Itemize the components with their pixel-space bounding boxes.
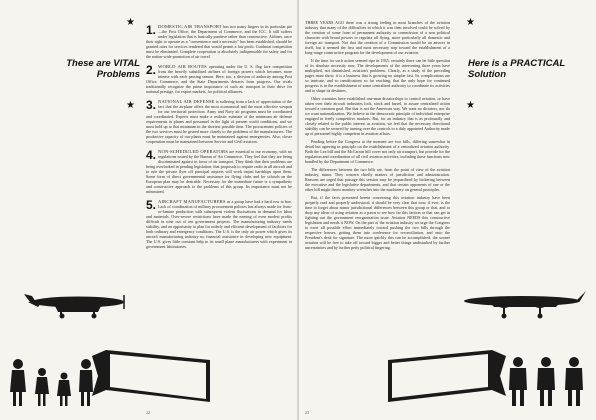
paragraph: THREE YEARS AGO there was a strong feeling in most branches of the aviation industry that many of the difficulties in which it was then involved could be solved by the creation of some form of permanent authority or commission of a non political character with broad powers to regulate all flying, more particularly all domestic and foreign air transport. Not that the creation of a Commission would be an answer in itself, but it seemed the first and most necessary step toward the establishment of a long-range constructive program for the development of our aviation. [305,20,450,55]
page-number-right: 23 [305,410,309,415]
section-body: operating under the U. S. flag face competition from the heavily subsidized airlines of foreign powers which becomes more intense with each passing season. Here, too, a division of authority among Post Office, Commerce, and the State Departments detracts from progress. Our rivals traditionally recognize the prime importance of such air transport in their drive for national prestige, for export markets, for political alliances. [146,64,293,94]
left-headline: These are VITAL Problems [66,58,140,80]
section-3: 3. NATIONAL AIR DEFENSE is suffering from a lack of appreciation of the fact that the airplane offers the most economical and the most effective weapon for our territorial protection. Army and Navy air programs must be coordinated and coordinated. Experts must make a realistic estimate of the minimum air defense requirements in planes and personnel in the light of present world conditions; and we must hold up to that minimum in the shortest possible time. The procurement policies of the two services must be geared more closely to the problems of the manufacturers. The productive capacity of our plants must be maintained against emergencies. Also, closer cooperation must be maintained between Service and Civil aviation. [146,98,292,144]
right-text-column [305,20,450,253]
section-title: NATIONAL AIR DEFENSE [158,99,215,104]
star-icon: ★ [466,100,475,111]
section-body: has two many fingers in its particular pie—the Post Office, the Department of Commerce, and the ICC. It still suffers under legislation that is basically punitive rather than constructive. Airlines, once their right to operate as a "convenience and a necessity" has been established, should be granted rates for services rendered that would permit a fair profit. Cutthroat competition must be eliminated. Complete cooperation is absolutely indispensable for safety and for the nation-wide promotion of air travel. [146,24,292,59]
section-title: DOMESTIC AIR TRANSPORT [158,24,222,29]
airplane-icon [22,282,134,322]
section-1: 1. DOMESTIC AIR TRANSPORT has two many fingers in its particular pie—the Post Office, the Department of Commerce, and the ICC. It still suffers under legislation that is basically punitive rather than constructive. Airlines, once their right to operate as a "convenience and a necessity" has been established, should be granted rates for services rendered that would permit a fair profit. Cutthroat competition must be eliminated. Complete cooperation is absolutely indispensable for safety and for the nation-wide promotion of air travel. [146,23,292,59]
section-body: as a group have had a hard row to hoe. Lack of coordination of military procurement policies has always made for feast-or-famine production with subsequent violent fluctuations in demand for labor and materials. Over-severe restrictions have made the earning of even modest profits difficult in nine out of ten government projects. The manufacturing industry needs stability, and an opportunity to plan for orderly and efficient development of facilities for both ordinary and emergency conditions. The U.S. is the only air power which gives its aircraft manufacturing industry no financial assistance in developing new equipment. The U.S. gives little constant help to its small plane manufacturers with experiment in government laboratories. [146,199,292,249]
section-2: 2. WORLD AIR ROUTES operating under the U. S. flag face competition from the heavily subsidized airlines of foreign powers which becomes more intense with each passing season. Here, too, a division of authority among Post Office, Commerce, and the State Departments detracts from progress. Our rivals traditionally recognize the prime importance of such air transport in their drive for national prestige, for export markets, for political alliances. [146,63,293,94]
airplane-icon [458,283,588,323]
left-text-column [146,24,292,254]
right-headline: Here is a PRACTICAL Solution [468,58,565,80]
star-icon: ★ [466,17,475,28]
section-4: 4. NON-SCHEDULED OPERATORS are essential to our economy, with no regulations issued by the Bureau of Air Commerce. They feel that they are being discriminated against in favor of air transport. They think that their problems are being overlooked in pending legislation; that proposals to require radio in all aircraft and to rule the private flyer off principal airports will work unjust hardships upon them. Some form of direct governmental assistance for flying clubs and for schools on the European plan may be desirable. Necessary for the immediate future is a sympathetic and constructive approach to the problems of this group. Its importance must not be minimized. [146,148,292,194]
page-gutter [297,0,299,420]
ribbon-banner [388,350,506,406]
paragraph: If the time for such action seemed ripe in 1935, certainly there can be little question of its absolute necessity now. The developments of the intervening three years have multiplied, not diminished, aviation's problems. Clearly, as a study of the preceding pages must show, it is a business that is growing no simpler fast. Its complications are so intricate, and so ramifications so far reaching, that the only hope for continued progress is in the establishment of some centralized authority to coordinate its activities and to shape its destinies. [305,58,450,93]
people-icon [6,330,102,410]
paragraph: Other countries have established one-man dictatorships to control aviation, or have taken over their aircraft industries lock, stock and barrel, to assure centralized action toward a common goal. But that is not the American way. We want no dictators, nor do we want nationalization. We believe in the democratic principle of individual enterprise engaged in freely competitive markets. But, for an industry that is as profoundly and closely related to the public interest as aviation, we feel that the necessary directional stability can be secured by turning over the controls to a duly appointed Authority made up of personnel highly competent in aviation affairs. [305,96,450,136]
star-icon: ★ [126,17,135,28]
star-icon: ★ [126,100,135,111]
section-title: NON-SCHEDULED OPERATORS [158,149,228,154]
ribbon-banner [92,350,212,406]
section-title: AIRCRAFT MANUFACTURERS [158,199,226,204]
section-5: 5. AIRCRAFT MANUFACTURERS as a group have had a hard row to hoe. Lack of coordination of military procurement policies has always made for feast-or-famine production with subsequent violent fluctuations in demand for labor and materials. Over-severe restrictions have made the earning of even modest profits difficult in nine out of ten government projects. The manufacturing industry needs stability, and an opportunity to plan for orderly and efficient development of facilities for both ordinary and emergency conditions. The U.S. is the only air power which gives its aircraft manufacturing industry no financial assistance in developing new equipment. The U.S. gives little constant help to its small plane manufacturers with experiment in government laboratories. [146,198,292,249]
paragraph: The differences between the two bills are, from the point of view of the aviation industry, minor. They concern chiefly matters of jurisdiction and administration. Reasons are urged that passage this session may be jeopardized by bickering between the executive and the legislative departments, and that certain opponents of one or the other bill might throw monkey-wrenches into the machinery on general principles. [305,167,450,192]
page-number-left: 22 [146,410,150,415]
worker-icon [502,332,592,410]
section-title: WORLD AIR ROUTES [158,64,207,69]
section-body: are essential to our economy, with no regulations issued by the Bureau of Air Commerce. They feel that they are being discriminated against in favor of air transport. They think that their problems are being overlooked in pending legislation; that proposals to require radio in all aircraft and to rule the private flyer off principal airports will work unjust hardships upon them. Some form of direct governmental assistance for flying clubs and for schools on the European plan may be desirable. Necessary for the immediate future is a sympathetic and constructive approach to the problems of this group. Its importance must not be minimized. [146,149,292,194]
paragraph: But, if the facts presented herein concerning this aviation industry have been properly read and properly understood, it should be very clear that now, if ever, is the time to forget about minor jurisdictional differences between this group or that, and to drop any ideas of using aviation as a pawn to see how far this faction or that can get in fighting out the government reorganization issue. Aviation NEEDS this constructive legislation and needs it NOW. On the part of the aviation industry we urge the Congress to exert all possible effort immediately toward pushing the two bills through the respective houses, getting them into conference for reconciliation, and onto the President's desk for signature. The more quickly this can be accomplished, the sooner aviation will be free to take off toward bigger and better things undisturbed by further uncertainties and by further petty political fingering. [305,195,450,250]
section-body: is suffering from a lack of appreciation of the fact that the airplane offers the most economical and the most effective weapon for our territorial protection. Army and Navy air programs must be coordinated and coordinated. Experts must make a realistic estimate of the minimum air defense requirements in planes and personnel in the light of present world conditions; and we must hold up to that minimum in the shortest possible time. The procurement policies of the two services must be geared more closely to the problems of the manufacturers. The productive capacity of our plants must be maintained against emergencies. Also, closer cooperation must be maintained between Service and Civil aviation. [146,99,292,144]
paragraph: Pending before the Congress at the moment are two bills, differing somewhat in detail but agreeing in principle on the establishment of a centralized aviation authority. Both the Lea bill and the McCarran bill cover not only air transport, but provide for the regulation and coordination of all civil aviation activities, including those functions now handled by the Department of Commerce. [305,139,450,164]
